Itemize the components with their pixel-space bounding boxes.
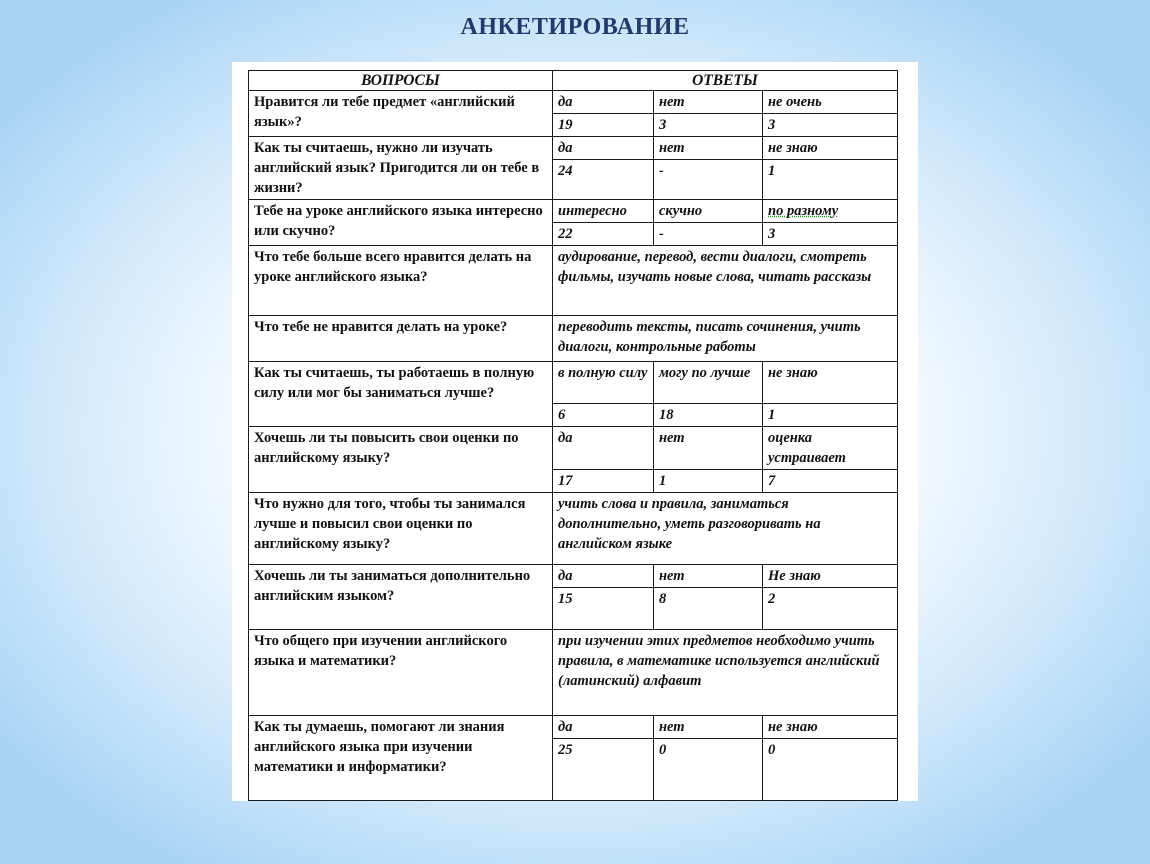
question-cell: Что тебе не нравится делать на уроке? <box>249 316 553 362</box>
option-cell: Не знаю <box>763 565 898 588</box>
question-cell: Хочешь ли ты повысить свои оценки по английскому языку? <box>249 427 553 493</box>
answer-cell: аудирование, перевод, вести диалоги, смотреть фильмы, изучать новые слова, читать рассказы <box>553 246 898 316</box>
value-cell: 6 <box>553 404 654 427</box>
value-cell: 24 <box>553 160 654 200</box>
value-cell: 7 <box>763 470 898 493</box>
option-cell <box>763 200 898 223</box>
value-cell: 19 <box>553 114 654 137</box>
question-cell: Что тебе больше всего нравится делать на уроке английского языка? <box>249 246 553 316</box>
option-text: по разному <box>768 203 839 219</box>
question-cell: Тебе на уроке английского языка интересно или скучно? <box>249 200 553 246</box>
question-cell: Нравится ли тебе предмет «английский язык»? <box>249 91 553 137</box>
question-cell: Как ты считаешь, ты работаешь в полную силу или мог бы заниматься лучше? <box>249 362 553 427</box>
option-cell: да <box>553 91 654 114</box>
answer-cell: при изучении этих предметов необходимо учить правила, в математике используется английский (латинский) алфавит <box>553 630 898 716</box>
answer-cell: переводить тексты, писать сочинения, учить диалоги, контрольные работы <box>553 316 898 362</box>
option-cell: оценка устраивает <box>763 427 898 470</box>
value-cell: 15 <box>553 588 654 630</box>
survey-table <box>248 70 898 801</box>
value-cell: 1 <box>654 470 763 493</box>
value-cell: 18 <box>654 404 763 427</box>
question-cell: Что общего при изучении английского языка и математики? <box>249 630 553 716</box>
option-cell: в полную силу <box>553 362 654 404</box>
value-cell: 22 <box>553 223 654 246</box>
option-cell: не знаю <box>763 137 898 160</box>
question-cell: Хочешь ли ты заниматься дополнительно английским языком? <box>249 565 553 630</box>
option-cell: нет <box>654 137 763 160</box>
answer-cell: учить слова и правила, заниматься дополнительно, уметь разговоривать на английском языке <box>553 493 898 565</box>
value-cell: 25 <box>553 739 654 801</box>
option-cell: да <box>553 137 654 160</box>
value-cell: 1 <box>763 404 898 427</box>
value-cell: 3 <box>763 223 898 246</box>
value-cell: 17 <box>553 470 654 493</box>
option-cell: да <box>553 565 654 588</box>
option-cell: нет <box>654 565 763 588</box>
header-answers: ОТВЕТЫ <box>553 71 898 91</box>
option-cell: да <box>553 716 654 739</box>
header-questions: ВОПРОСЫ <box>249 71 553 91</box>
option-cell: скучно <box>654 200 763 223</box>
question-cell: Как ты думаешь, помогают ли знания английского языка при изучении математики и информатики? <box>249 716 553 801</box>
value-cell: 1 <box>763 160 898 200</box>
option-cell: нет <box>654 716 763 739</box>
option-cell: не очень <box>763 91 898 114</box>
option-cell: нет <box>654 427 763 470</box>
value-cell: - <box>654 223 763 246</box>
value-cell: 0 <box>654 739 763 801</box>
survey-table-image <box>232 62 918 801</box>
value-cell: 3 <box>763 114 898 137</box>
option-cell: не знаю <box>763 362 898 404</box>
option-cell: интересно <box>553 200 654 223</box>
question-cell: Что нужно для того, чтобы ты занимался лучше и повысил свои оценки по английскому языку? <box>249 493 553 565</box>
value-cell: 2 <box>763 588 898 630</box>
value-cell: 0 <box>763 739 898 801</box>
option-cell: нет <box>654 91 763 114</box>
option-cell: да <box>553 427 654 470</box>
option-cell: не знаю <box>763 716 898 739</box>
slide-title: АНКЕТИРОВАНИЕ <box>460 14 690 40</box>
option-cell: могу по лучше <box>654 362 763 404</box>
value-cell: - <box>654 160 763 200</box>
question-cell: Как ты считаешь, нужно ли изучать английский язык? Пригодится ли он тебе в жизни? <box>249 137 553 200</box>
value-cell: 3 <box>654 114 763 137</box>
value-cell: 8 <box>654 588 763 630</box>
